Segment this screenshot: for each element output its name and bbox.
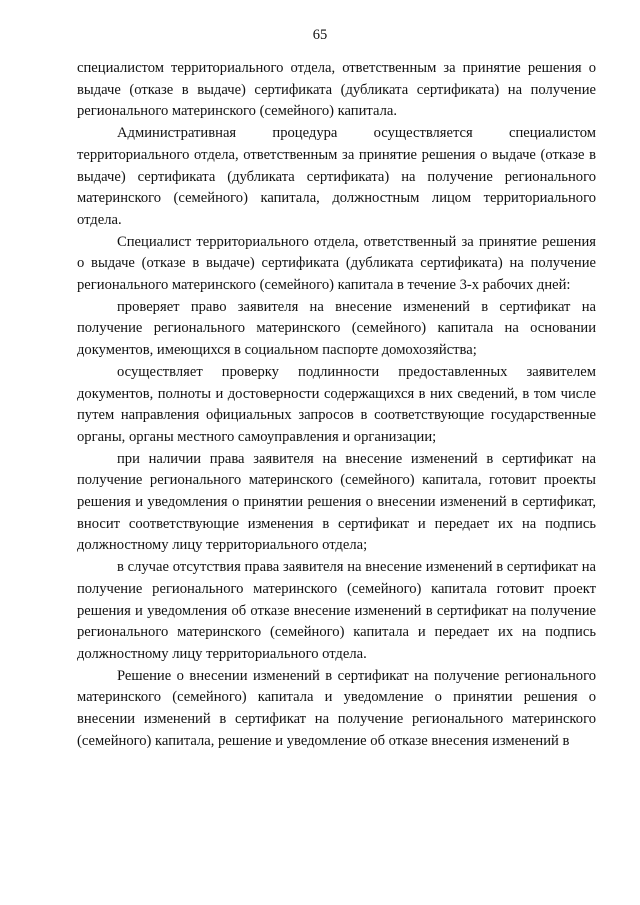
paragraph-decision: Решение о внесении изменений в сертификат на получение регионального материнского (семейного) капитала и уведомление о принятии решения о внесении изменений в сертификат на получение регионального материнского (семейного) капитала, решение и уведомление об отказе внесения изменений в: [77, 667, 596, 749]
paragraph-procedure: Административная процедура осуществляется специалистом территориального отдела, ответственным за принятие решения о выдаче (отказе в выдаче) сертификата (дубликата сертификата) на получение регионального материнского (семейного) капитала, должностным лицом территориального отдела.: [77, 125, 596, 228]
paragraph-continuation: специалистом территориального отдела, ответственным за принятие решения о выдаче (отказе в выдаче) сертификата (дубликата сертификата) на получение регионального материнского (семейного) капитала.: [77, 60, 596, 120]
list-item-prepare-approval: при наличии права заявителя на внесение изменений в сертификат на получение регионального материнского (семейного) капитала, готовит проекты решения и уведомления о принятии решения о внесении изменений в сертификат, вносит соответствующие изменения в сертификат и передает их на подпись должностному лицу территориального отдела;: [77, 450, 596, 554]
document-body: [77, 58, 596, 753]
page-number: 65: [312, 27, 328, 43]
list-item-check-right: проверяет право заявителя на внесение изменений в сертификат на получение регионального материнского (семейного) капитала на основании документов, имеющихся в социальном паспорте домохозяйства;: [77, 298, 596, 359]
list-item-verify-documents: осуществляет проверку подлинности предоставленных заявителем документов, полноты и достоверности содержащихся в них сведений, в том числе путем направления официальных запросов в соответствующие государственные органы, органы местного самоуправления и организации;: [77, 363, 596, 445]
list-item-prepare-refusal: в случае отсутствия права заявителя на внесение изменений в сертификат на получение регионального материнского (семейного) капитала готовит проект решения и уведомления об отказе внесение изменений в сертификат на получение регионального материнского (семейного) капитала и передает их на подпись должностному лицу территориального отдела.: [77, 559, 596, 662]
paragraph-specialist-duties: Специалист территориального отдела, ответственный за принятие решения о выдаче (отказе в выдаче) сертификата (дубликата сертификата) на получение регионального материнского (семейного) капитала в течение 3-х рабочих дней:: [77, 233, 596, 294]
